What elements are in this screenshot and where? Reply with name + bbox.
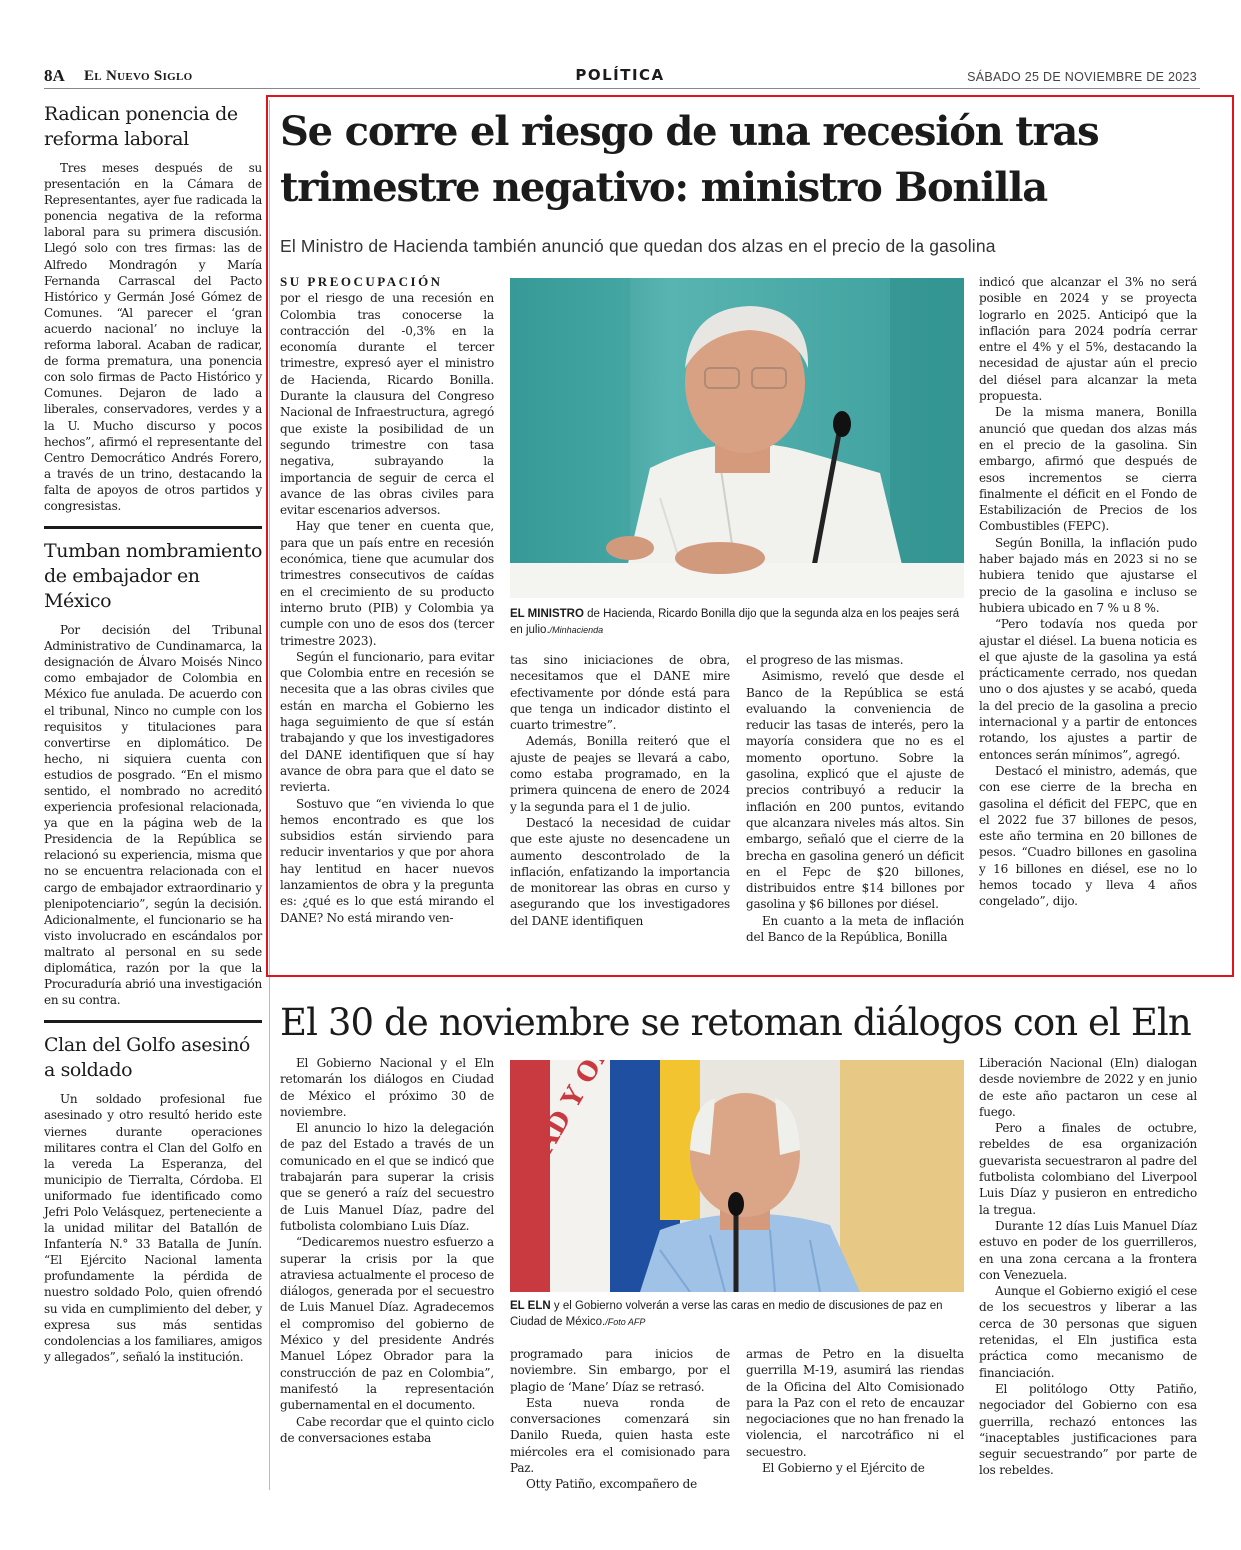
- paragraph: Según el funcionario, para evitar que Colombia entre en recesión se necesita que a las obras civiles que están en marcha el Gobierno les haga seguimiento de que sí están trabajando y que los investigadores del DANE identifiquen que sí hay avance de obra para que el dato se revierta.: [280, 649, 494, 795]
- delegate-illustration: [510, 1060, 964, 1292]
- paragraph: programado para inicios de noviembre. Sin embargo, por el plagio de ‘Mane’ Díaz se retrasó.: [510, 1347, 730, 1394]
- story1-photo-caption: EL MINISTRO de Hacienda, Ricardo Bonilla dijo que la segunda alza en los peajes será en julio./Minhacienda: [510, 608, 960, 636]
- brief-clan-del-golfo: [44, 1033, 262, 1365]
- story2-photo-caption: EL ELN y el Gobierno volverán a verse las caras en medio de discusiones de paz en Ciudad de México./Foto AFP: [510, 1300, 943, 1328]
- paragraph: Hay que tener en cuenta que, para que un país entre en recesión económica, tiene que acumular dos trimestres consecutivos de caídas en el crecimiento de su producto interno bruto (PIB) y Colombia ya cumple con uno de esos dos (tercer trimestre 2023).: [280, 519, 494, 648]
- brief-body: Tres meses después de su presentación en la Cámara de Representantes, ayer fue radicada la ponencia negativa de la reforma laboral para su primera discusión. Llegó solo con tres firmas: las de Alfredo Mondragón y María Fernanda Carrascal del Pacto Histórico y Germán José Gómez de Comunes. “Al parecer el ‘gran acuerdo nacional’ no incluye la reforma laboral. Acaban de radicar, de forma prematura, una ponencia con solo firmas de Pacto Histórico y Comunes. Dejaron de lado a liberales, conservadores, verdes y a la U. Mucho discurso y pocos hechos”, afirmó el representante del Centro Democrático Andrés Forero, a través de un trino, destacando la falta de apoyos de otros partidos y congresistas.: [44, 161, 262, 513]
- story1-deck: El Ministro de Hacienda también anunció que quedan dos alzas en el precio de la gasolina: [280, 236, 996, 256]
- paragraph: “Dedicaremos nuestro esfuerzo a superar la crisis por la que atraviesa actualmente el proceso de diálogos, generada por el secuestro de Luis Manuel Díaz. Agradecemos el compromiso del gobierno de México y del presidente Andrés Manuel López Obrador para la construcción de paz en Colombia”, manifestó la representación gubernamental en el documento.: [280, 1235, 494, 1413]
- header-rule: [44, 88, 1200, 89]
- paragraph: Durante 12 días Luis Manuel Díaz estuvo en poder de los guerrilleros, en una zona cercana a la frontera con Venezuela.: [979, 1218, 1197, 1282]
- story1-column-2: [510, 652, 730, 929]
- sidebar-briefs: [44, 102, 262, 1365]
- paragraph: indicó que alcanzar el 3% no será posible en 2024 y se proyecta lograrlo en 2025. Anticipó que la inflación para 2024 podría cerrar entre el 4% y el 5%, destacando la necesidad de ajustar aún el precio del diésel para alcanzar la meta propuesta.: [979, 275, 1197, 404]
- story1-column-4: [979, 274, 1197, 910]
- paragraph: El Gobierno y el Ejército de: [762, 1461, 925, 1476]
- banner-text: TAD Y: [521, 1081, 592, 1174]
- minister-illustration: [510, 278, 964, 598]
- paragraph: Cabe recordar que el quinto ciclo de conversaciones estaba: [280, 1414, 494, 1445]
- paragraph: Según Bonilla, la inflación pudo haber bajado más en 2023 si no se hubiera tenido que ajustarse el precio de la gasolina e incluso se hubiera ubicado en 7 % u 8 %.: [979, 535, 1197, 615]
- paragraph: Sostuvo que “en vivienda lo que hemos encontrado es que los subsidios están sirviendo para reducir inventarios y que por ahora hay lentitud en hacer nuevos lanzamientos de obra y la pregunta es: ¿qué es lo que está mirando el DANE? No está mirando ven-: [280, 796, 494, 925]
- paragraph: el progreso de las mismas.: [746, 653, 904, 667]
- lead-in: SU PREOCUPACIÓN: [280, 274, 443, 289]
- paragraph: El anuncio lo hizo la delegación de paz del Estado a través de un comunicado en el que se indicó que trabajarán para superar la crisis que se generó a raíz del secuestro de Luis Manuel Díaz, padre del futbolista colombiano Luis Díaz.: [280, 1121, 494, 1233]
- paragraph: De la misma manera, Bonilla anunció que quedan dos alzas más en el precio de la gasolina. Sin embargo, afirmó que después de esos incrementos se cierra finalmente el déficit en el Fondo de Estabilización de Precios de los Combustibles (FEPC).: [979, 405, 1197, 534]
- brief-title: Tumban nombramiento de embajador en México: [44, 540, 263, 613]
- paragraph: Aunque el Gobierno exigió el cese de los secuestros y liberar a las cerca de 30 personas que siguen retenidas, el Eln justifica esta práctica como mecanismo de financiación.: [979, 1284, 1197, 1380]
- story2-headline: El 30 de noviembre se retoman diálogos con el Eln: [280, 1001, 1191, 1044]
- brief-divider: [44, 1020, 262, 1023]
- page-number: 8A: [44, 66, 65, 85]
- paragraph: Asimismo, reveló que desde el Banco de la República se está evaluando la conveniencia de reducir las tasas de interés, pero la mayoría considera que no es el momento oportuno. Sobre la gasolina, explicó que el ajuste de precios contribuyó a reducir la inflación en 200 puntos, evitando que alcanzara niveles más altos. Sin embargo, señaló que el cierre de la brecha en gasolina generó un déficit en el Fepc de $20 billones, distribuidos entre $14 billones por gasolina y $6 billones por diésel.: [746, 669, 964, 912]
- paragraph: En cuanto a la meta de inflación del Banco de la República, Bonilla: [746, 913, 964, 945]
- newspaper-name: El Nuevo Siglo: [84, 68, 193, 84]
- paragraph: Liberación Nacional (Eln) dialogan desde noviembre de 2022 y en junio de este año pactaron un cese al fuego.: [979, 1056, 1197, 1119]
- paragraph: El Gobierno Nacional y el Eln retomarán los diálogos en Ciudad de México el próximo 30 de noviembre.: [280, 1056, 494, 1119]
- eln-photo: [510, 1060, 964, 1292]
- paragraph: Esta nueva ronda de conversaciones comenzará sin Danilo Rueda, quien hasta este miércoles era el comisionado para Paz.: [510, 1395, 730, 1476]
- brief-title: Radican ponencia de reforma laboral: [44, 103, 238, 150]
- story2-column-4: [979, 1055, 1197, 1479]
- paragraph: Destacó la necesidad de cuidar que este ajuste no desencadene un aumento descontrolado de la inflación, enfatizando la importancia de monitorear las obras en curso y asegurando que los investigadores del DANE identifiquen: [510, 815, 730, 928]
- brief-body: Por decisión del Tribunal Administrativo de Cundinamarca, la designación de Álvaro Moisés Ninco como embajador de Colombia en México fue anulada. De acuerdo con el tribunal, Ninco no cumple con los requisitos y titulaciones para convertirse en diplomático. De hecho, ni siquiera cuenta con estudios de posgrado. “En el mismo sentido, el nombrado no acreditó experiencia profesional relacionada, ya que en la página web de la Presidencia de la República se relacionó su experiencia, misma que no se encuentra relacionada con el cargo de embajador extraordinario y plenipotenciario”, según la decisión. Adicionalmente, el funcionario se ha visto involucrado en escándalos por maltrato al personal en su sede diplomática, razón por la que la Procuraduría abrió una investigación en su contra.: [44, 623, 262, 1008]
- story2-column-3: [746, 1346, 964, 1476]
- story2-column-1: [280, 1055, 494, 1446]
- paragraph: Destacó el ministro, además, que con ese cierre de la brecha en gasolina el déficit del FEPC, que en el 2022 fue 37 billones de pesos, este año termina en 20 billones de pesos. “Cuadro billones en gasolina y 16 billones en diésel, ese no lo hemos tocado y lleva 4 años congelado”, dijo.: [979, 763, 1197, 909]
- section-title: POLÍTICA: [575, 66, 665, 84]
- issue-date: SÁBADO 25 DE NOVIEMBRE DE 2023: [967, 70, 1197, 84]
- brief-divider: [44, 526, 262, 529]
- paragraph: “Pero todavía nos queda por ajustar el diésel. La buena noticia es el que ajuste de la gasolina ya está prácticamente cerrado, nos quedan uno o dos ajustes y se acabó, queda la del precio de la gasolina a precio internacional y a partir de entonces rotando, los ajustes a partir de entonces serán mínimos”, agregó.: [979, 617, 1197, 762]
- brief-title: Clan del Golfo asesinó a soldado: [44, 1034, 250, 1082]
- brief-body: Un soldado profesional fue asesinado y otro resultó herido este viernes durante operaciones militares contra el Clan del Golfo en la vereda La Esperanza, del municipio de Tierralta, Córdoba. El uniformado fue identificado como Jefri Polo Velásquez, perteneciente a la unidad militar del Batallón de Infantería N.° 33 Batalla de Junín. “El Ejército Nacional lamenta profundamente la pérdida de nuestro soldado Polo, quien ofrendó su vida en cumplimiento del deber, y expresa sus más sentidas condolencias a los familiares, amigos y allegados”, señaló la institución.: [44, 1092, 262, 1364]
- paragraph: armas de Petro en la disuelta guerrilla M-19, asumirá las riendas de la Oficina del Alto Comisionado para la Paz con el reto de encauzar negociaciones que no han frenado la violencia, el narcotráfico ni el secuestro.: [746, 1347, 964, 1459]
- paragraph: Otty Patiño, excompañero de: [526, 1477, 698, 1492]
- story2-column-2: [510, 1346, 730, 1493]
- minister-photo: [510, 278, 964, 598]
- paragraph: SU PREOCUPACIÓN por el riesgo de una recesión en Colombia tras conocerse la contracción del -0,3% en la economía durante el tercer trimestre, expresó ayer el ministro de Hacienda, Ricardo Bonilla. Durante la clausura del Congreso Nacional de Infraestructura, agregó que existe la posibilidad de un segundo trimestre con tasa negativa, subrayando la importancia de seguir de cerca el avance de las obras civiles para evitar escenarios adversos.: [280, 274, 494, 518]
- story1-column-1: [280, 274, 494, 926]
- paragraph: Pero a finales de octubre, rebeldes de esa organización guevarista secuestraron al padre del futbolista colombiano del Liverpool Luis Díaz y pusieron en entredicho la tregua.: [979, 1121, 1197, 1217]
- brief-reforma-laboral: [44, 102, 262, 514]
- paragraph: Además, Bonilla reiteró que el ajuste de peajes se llevará a cabo, como estaba programado, en la primera quincena de enero de 2024 y la segunda para el 1 de julio.: [510, 734, 730, 814]
- paragraph: El politólogo Otty Patiño, negociador del Gobierno con esa guerrilla, rechazó entonces las “inaceptables justificaciones para seguir secuestrando” por parte de los rebeldes.: [979, 1381, 1197, 1478]
- story1-column-3: [746, 652, 964, 945]
- story1-headline: Se corre el riesgo de una recesión tras trimestre negativo: ministro Bonilla: [280, 108, 1099, 211]
- paragraph: tas sino iniciaciones de obra, necesitamos que el DANE mire efectivamente por dónde está para que tenga un indicador distinto el cuarto trimestre”.: [510, 653, 730, 733]
- brief-embajador: [44, 539, 262, 1008]
